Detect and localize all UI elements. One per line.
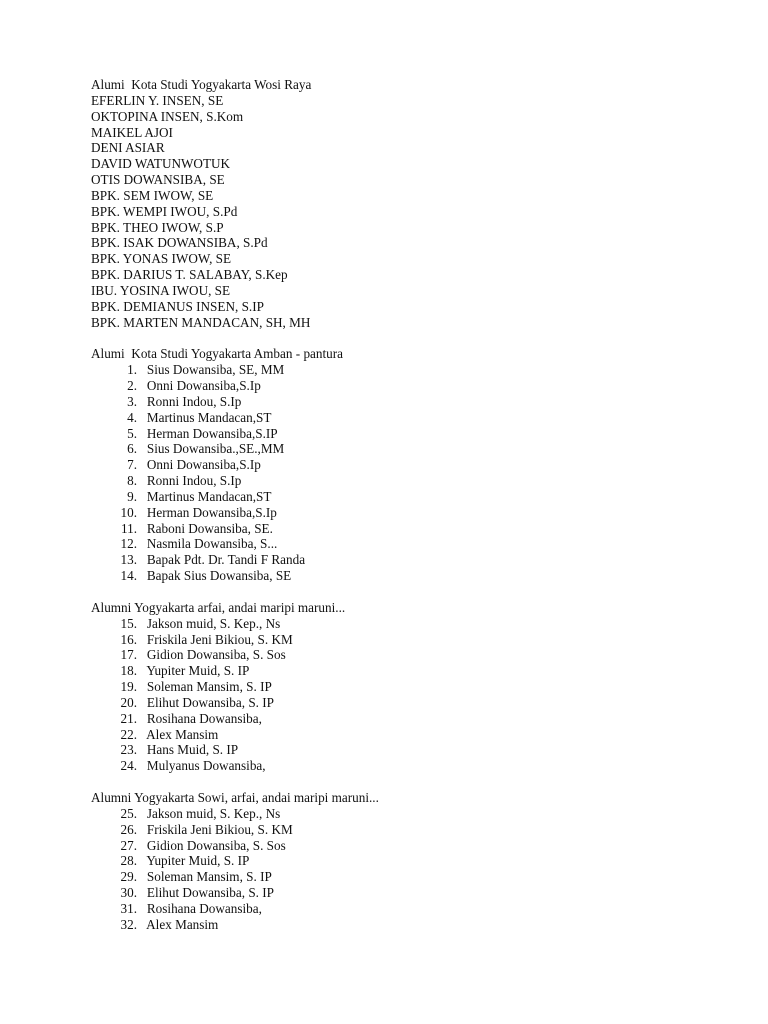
item-number: 27. [120,837,137,853]
item-text: Nasmila Dowansiba, S... [137,536,278,552]
blank-line [91,331,711,347]
numbered-item [91,473,711,489]
list-item: BPK. WEMPI IWOU, S.Pd [91,203,238,219]
blank-line [91,774,711,790]
list-item: BPK. YONAS IWOW, SE [91,251,232,267]
item-number: 26. [120,821,137,837]
item-number: 31. [120,900,137,916]
numbered-item [91,489,711,505]
numbered-item [91,394,711,410]
numbered-item [91,536,711,552]
numbered-item [91,441,711,457]
numbered-item [91,568,711,584]
numbered-item [91,647,711,663]
list-item: BPK. SEM IWOW, SE [91,187,214,203]
item-number: 16. [120,631,137,647]
item-number: 25. [120,805,137,821]
item-number: 5. [127,425,137,441]
numbered-item [91,426,711,442]
item-text: Mulyanus Dowansiba, [137,758,266,774]
item-number: 22. [120,726,137,742]
item-text: Hans Muid, S. IP [137,742,239,758]
numbered-item [91,362,711,378]
numbered-item [91,727,711,743]
section-wosi-raya [91,77,711,331]
item-text: Raboni Dowansiba, SE. [137,520,273,536]
list-item: BPK. THEO IWOW, S.P [91,219,224,235]
section-amban-pantura [91,346,711,584]
numbered-item [91,917,711,933]
section-heading: Alumni Yogyakarta arfai, andai maripi maruni... [91,599,346,615]
item-number: 32. [120,916,137,932]
numbered-item [91,885,711,901]
item-number: 2. [127,378,137,394]
list-item: OKTOPINA INSEN, S.Kom [91,108,244,124]
item-text: Rosihana Dowansiba, [137,900,262,916]
item-text: Onni Dowansiba,S.Ip [137,378,261,394]
numbered-item [91,616,711,632]
item-text: Jakson muid, S. Kep., Ns [137,615,281,631]
item-text: Ronni Indou, S.Ip [137,393,242,409]
item-text: Sius Dowansiba, SE, MM [137,362,285,378]
list-item: MAIKEL AJOI [91,124,173,140]
section-heading: Alumi Kota Studi Yogyakarta Amban - pantura [91,346,343,362]
numbered-item [91,521,711,537]
list-item: IBU. YOSINA IWOU, SE [91,282,231,298]
numbered-item [91,838,711,854]
numbered-item [91,552,711,568]
section-heading: Alumni Yogyakarta Sowi, arfai, andai maripi maruni... [91,789,379,805]
list-item: BPK. ISAK DOWANSIBA, S.Pd [91,235,268,251]
numbered-item [91,632,711,648]
numbered-item [91,679,711,695]
item-number: 20. [120,694,137,710]
item-text: Alex Mansim [137,916,219,932]
numbered-item [91,869,711,885]
item-text: Gidion Dowansiba, S. Sos [137,837,286,853]
numbered-item [91,410,711,426]
list-item: OTIS DOWANSIBA, SE [91,172,225,188]
item-number: 12. [120,536,137,552]
item-text: Friskila Jeni Bikiou, S. KM [137,821,293,837]
list-item: DAVID WATUNWOTUK [91,156,231,172]
list-item: EFERLIN Y. INSEN, SE [91,92,224,108]
item-text: Martinus Mandacan,ST [137,488,272,504]
item-number: 18. [120,663,137,679]
item-number: 1. [127,362,137,378]
item-text: Alex Mansim [137,726,219,742]
item-text: Friskila Jeni Bikiou, S. KM [137,631,293,647]
section-heading: Alumi Kota Studi Yogyakarta Wosi Raya [91,77,312,92]
item-number: 8. [127,473,137,489]
item-text: Herman Dowansiba,S.IP [137,425,278,441]
item-text: Elihut Dowansiba, S. IP [137,694,275,710]
numbered-item [91,378,711,394]
item-number: 28. [120,853,137,869]
item-text: Ronni Indou, S.Ip [137,473,242,489]
numbered-item [91,806,711,822]
numbered-item [91,505,711,521]
numbered-item [91,457,711,473]
section-sowi [91,790,711,933]
item-number: 14. [120,568,137,584]
item-number: 10. [120,504,137,520]
item-text: Soleman Mansim, S. IP [137,869,272,885]
item-number: 19. [120,679,137,695]
item-number: 7. [127,457,137,473]
item-text: Yupiter Muid, S. IP [137,663,250,679]
item-number: 9. [127,488,137,504]
numbered-item [91,695,711,711]
item-number: 30. [120,885,137,901]
list-item: BPK. MARTEN MANDACAN, SH, MH [91,314,311,330]
numbered-item [91,901,711,917]
numbered-item [91,853,711,869]
item-text: Rosihana Dowansiba, [137,710,262,726]
item-text: Sius Dowansiba.,SE.,MM [137,441,285,457]
item-number: 4. [127,409,137,425]
item-text: Martinus Mandacan,ST [137,409,272,425]
item-text: Onni Dowansiba,S.Ip [137,457,261,473]
item-number: 21. [120,710,137,726]
item-text: Herman Dowansiba,S.Ip [137,504,277,520]
item-text: Yupiter Muid, S. IP [137,853,250,869]
numbered-item [91,711,711,727]
list-item: BPK. DARIUS T. SALABAY, S.Kep [91,267,288,283]
numbered-item [91,822,711,838]
document-body [91,77,711,933]
item-text: Soleman Mansim, S. IP [137,679,272,695]
numbered-item [91,758,711,774]
section-arfai [91,600,711,774]
item-number: 6. [127,441,137,457]
list-item: BPK. DEMIANUS INSEN, S.IP [91,298,264,314]
item-number: 15. [120,615,137,631]
blank-line [91,584,711,600]
item-text: Gidion Dowansiba, S. Sos [137,647,286,663]
list-item: DENI ASIAR [91,140,165,156]
item-number: 24. [120,758,137,774]
item-number: 13. [120,552,137,568]
item-number: 17. [120,647,137,663]
item-number: 23. [120,742,137,758]
item-number: 29. [120,869,137,885]
numbered-item [91,742,711,758]
numbered-item [91,663,711,679]
item-text: Jakson muid, S. Kep., Ns [137,805,281,821]
item-number: 11. [121,520,137,536]
item-text: Bapak Sius Dowansiba, SE [137,568,292,584]
item-text: Bapak Pdt. Dr. Tandi F Randa [137,552,306,568]
item-number: 3. [127,393,137,409]
item-text: Elihut Dowansiba, S. IP [137,885,275,901]
